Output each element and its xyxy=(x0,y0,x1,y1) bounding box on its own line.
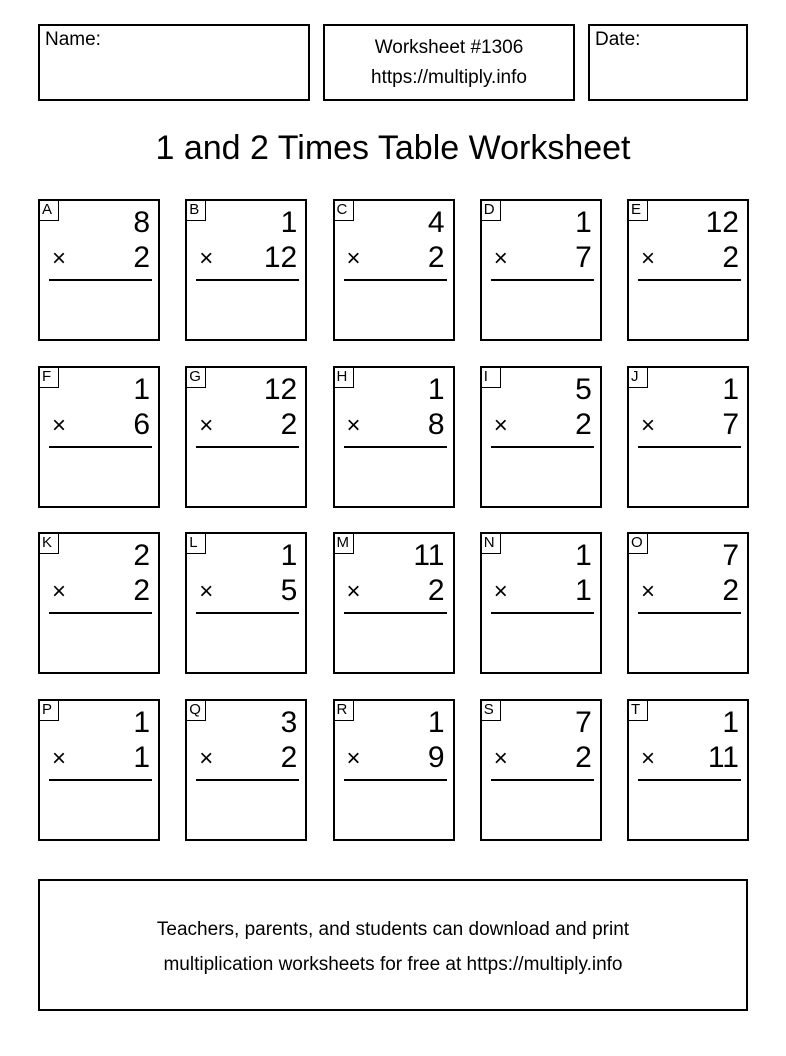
multiplicand: 1 xyxy=(722,372,739,406)
answer-line xyxy=(49,446,152,448)
problem-card xyxy=(185,199,307,341)
problem-letter: E xyxy=(627,199,648,221)
multiplicand: 8 xyxy=(133,206,150,239)
multiplicand: 1 xyxy=(427,705,445,739)
problem-card xyxy=(38,199,160,341)
multiply-sign: × xyxy=(493,744,508,772)
answer-line xyxy=(344,779,447,781)
multiplicand: 1 xyxy=(722,705,739,739)
multiply-sign: × xyxy=(52,578,67,605)
answer-line xyxy=(638,446,741,448)
problem-card xyxy=(480,366,602,508)
problem-letter: O xyxy=(627,532,648,554)
worksheet-url: https://multiply.info xyxy=(371,67,527,88)
multiplicand: 1 xyxy=(133,705,150,739)
multiplier: 9 xyxy=(427,740,445,774)
multiplicand: 3 xyxy=(280,705,298,739)
date-label: Date: xyxy=(595,29,641,50)
problem-card xyxy=(333,532,455,674)
worksheet-number: Worksheet #1306 xyxy=(374,37,524,58)
answer-line xyxy=(491,446,594,448)
multiplicand: 1 xyxy=(133,372,150,406)
problem-letter: P xyxy=(38,699,59,721)
multiply-sign: × xyxy=(346,411,361,439)
answer-line xyxy=(49,612,152,614)
problem-card xyxy=(38,532,160,674)
problem-letter: G xyxy=(185,366,206,388)
multiplier: 2 xyxy=(280,740,298,774)
multiplier: 1 xyxy=(133,740,150,774)
multiplier: 8 xyxy=(427,407,445,441)
worksheet-info-box xyxy=(323,24,575,101)
problem-letter: M xyxy=(333,532,354,554)
answer-line xyxy=(491,779,594,781)
answer-line xyxy=(49,279,152,281)
multiplicand: 1 xyxy=(280,539,298,572)
problem-letter: L xyxy=(185,532,206,554)
multiplier: 2 xyxy=(280,407,298,441)
multiply-sign: × xyxy=(52,411,67,439)
answer-line xyxy=(49,779,152,781)
date-field-box xyxy=(588,24,748,101)
multiplier: 11 xyxy=(707,740,739,774)
multiplier: 1 xyxy=(575,574,592,607)
multiplier: 2 xyxy=(133,574,150,607)
problem-letter: H xyxy=(333,366,354,388)
answer-line xyxy=(638,779,741,781)
multiply-sign: × xyxy=(199,411,214,439)
multiply-sign: × xyxy=(641,411,656,439)
multiplicand: 7 xyxy=(575,705,592,739)
problem-letter: I xyxy=(480,366,501,388)
multiplicand: 1 xyxy=(427,372,445,406)
multiplicand: 1 xyxy=(280,206,298,239)
multiply-sign: × xyxy=(346,578,361,605)
multiplier: 2 xyxy=(427,241,445,274)
answer-line xyxy=(344,612,447,614)
multiplicand: 5 xyxy=(575,372,592,406)
problem-card xyxy=(627,699,749,841)
multiply-sign: × xyxy=(493,245,508,272)
answer-line xyxy=(344,446,447,448)
multiply-sign: × xyxy=(199,578,214,605)
multiplicand: 7 xyxy=(722,539,739,572)
multiplier: 2 xyxy=(575,740,592,774)
multiplier: 2 xyxy=(722,241,739,274)
multiply-sign: × xyxy=(199,245,214,272)
problem-letter: S xyxy=(480,699,501,721)
multiplier: 6 xyxy=(133,407,150,441)
answer-line xyxy=(196,612,299,614)
multiplicand: 11 xyxy=(413,539,445,572)
answer-line xyxy=(196,279,299,281)
multiplicand: 1 xyxy=(575,206,592,239)
multiplier: 2 xyxy=(427,574,445,607)
multiply-sign: × xyxy=(52,744,67,772)
problem-card xyxy=(480,199,602,341)
answer-line xyxy=(638,279,741,281)
multiply-sign: × xyxy=(641,744,656,772)
multiply-sign: × xyxy=(641,578,656,605)
problem-card xyxy=(333,199,455,341)
problem-card xyxy=(185,366,307,508)
footer-box xyxy=(38,879,748,1011)
problem-card xyxy=(627,366,749,508)
multiplier: 12 xyxy=(263,241,298,274)
answer-line xyxy=(638,612,741,614)
multiplier: 7 xyxy=(722,407,739,441)
multiplicand: 12 xyxy=(705,206,739,239)
name-field-box xyxy=(38,24,310,101)
multiply-sign: × xyxy=(52,245,67,272)
footer-line-2: multiplication worksheets for free at https://multiply.info xyxy=(163,954,623,975)
multiply-sign: × xyxy=(493,411,508,439)
multiply-sign: × xyxy=(346,744,361,772)
answer-line xyxy=(196,446,299,448)
problem-letter: T xyxy=(627,699,648,721)
problem-letter: B xyxy=(185,199,206,221)
multiplier: 2 xyxy=(133,241,150,274)
multiplicand: 1 xyxy=(575,539,592,572)
multiplier: 5 xyxy=(280,574,298,607)
problem-card xyxy=(333,366,455,508)
multiply-sign: × xyxy=(199,744,214,772)
problem-letter: C xyxy=(333,199,354,221)
multiply-sign: × xyxy=(493,578,508,605)
name-label: Name: xyxy=(45,29,101,50)
problem-card xyxy=(627,199,749,341)
multiply-sign: × xyxy=(641,245,656,272)
problem-card xyxy=(333,699,455,841)
multiplier: 2 xyxy=(575,407,592,441)
answer-line xyxy=(196,779,299,781)
multiply-sign: × xyxy=(346,245,361,272)
answer-line xyxy=(491,279,594,281)
problem-letter: A xyxy=(38,199,59,221)
problem-letter: R xyxy=(333,699,354,721)
problem-letter: K xyxy=(38,532,59,554)
problem-card xyxy=(38,366,160,508)
multiplicand: 12 xyxy=(263,372,298,406)
problem-card xyxy=(480,699,602,841)
page-title: 1 and 2 Times Table Worksheet xyxy=(155,129,631,167)
problem-card xyxy=(627,532,749,674)
multiplier: 2 xyxy=(722,574,739,607)
answer-line xyxy=(344,279,447,281)
problem-letter: D xyxy=(480,199,501,221)
multiplier: 7 xyxy=(575,241,592,274)
answer-line xyxy=(491,612,594,614)
problem-letter: J xyxy=(627,366,648,388)
problem-card xyxy=(185,532,307,674)
problem-letter: N xyxy=(480,532,501,554)
multiplicand: 2 xyxy=(133,539,150,572)
problem-card xyxy=(38,699,160,841)
problem-card xyxy=(185,699,307,841)
footer-line-1: Teachers, parents, and students can download and print xyxy=(156,919,630,940)
problem-letter: F xyxy=(38,366,59,388)
problem-letter: Q xyxy=(185,699,206,721)
multiplicand: 4 xyxy=(427,206,445,239)
problem-grid xyxy=(38,199,749,841)
problem-card xyxy=(480,532,602,674)
